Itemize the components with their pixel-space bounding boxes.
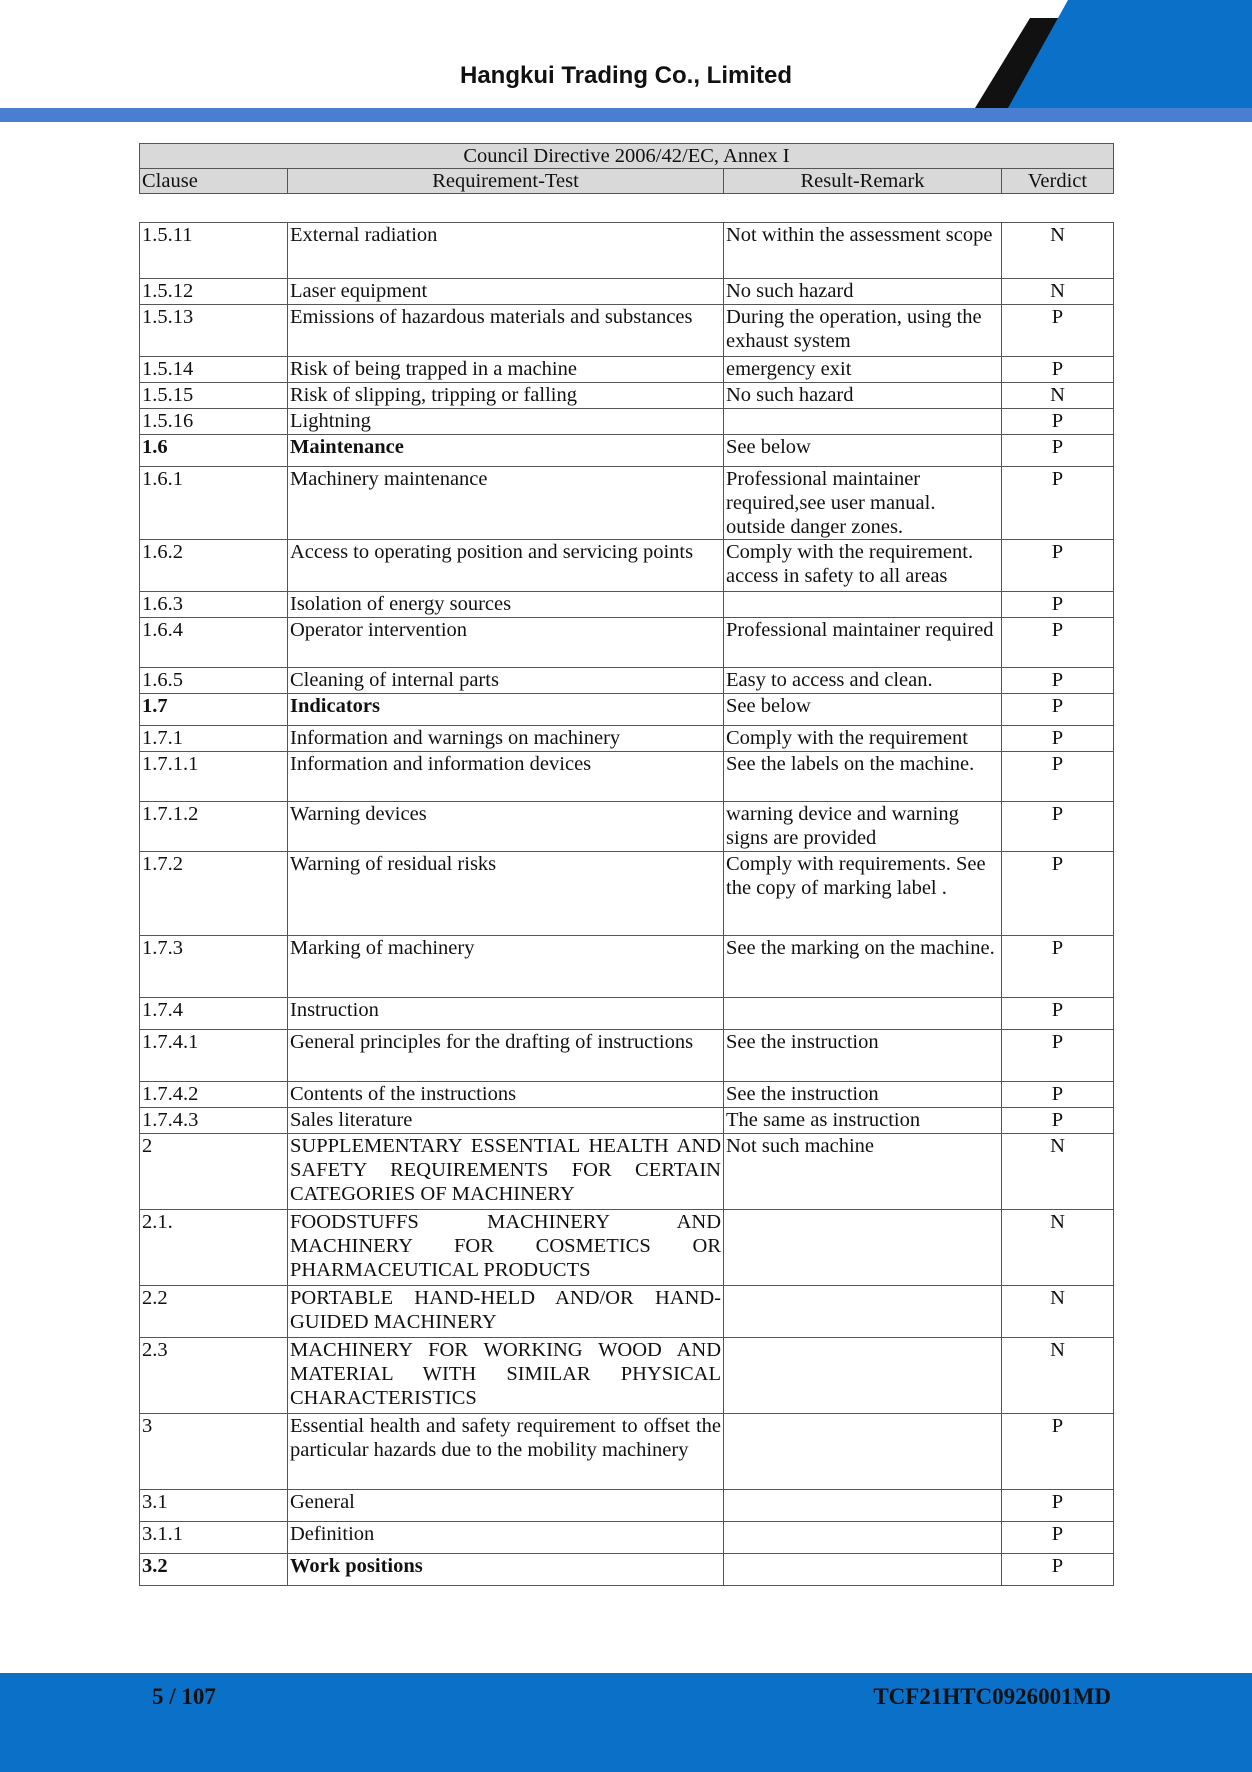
remark-cell: Comply with the requirement (724, 726, 1002, 752)
remark-cell: Comply with the requirement. access in safety to all areas (724, 540, 1002, 592)
clause-cell: 1.5.11 (140, 223, 288, 279)
clause-cell: 1.5.13 (140, 305, 288, 357)
verdict-cell: P (1002, 305, 1114, 357)
column-header-clause: Clause (140, 169, 288, 194)
verdict-cell: P (1002, 1082, 1114, 1108)
requirement-cell: Definition (288, 1522, 724, 1554)
clause-cell: 1.7.4 (140, 998, 288, 1030)
requirement-cell: MACHINERY FOR WORKING WOOD AND MATERIAL WITH SIMILAR PHYSICAL CHARACTERISTICS (288, 1338, 724, 1414)
remark-cell (724, 409, 1002, 435)
table-row (140, 998, 1114, 1030)
remark-cell: Comply with requirements. See the copy of marking label . (724, 852, 1002, 936)
remark-cell (724, 1490, 1002, 1522)
remark-cell: No such hazard (724, 383, 1002, 409)
remark-cell: See the instruction (724, 1030, 1002, 1082)
verdict-cell: P (1002, 592, 1114, 618)
table-row (140, 1338, 1114, 1414)
page-separator: / (163, 1684, 182, 1709)
verdict-cell: P (1002, 694, 1114, 726)
clause-cell: 3.2 (140, 1554, 288, 1586)
requirement-cell: Work positions (288, 1554, 724, 1586)
remark-cell (724, 1338, 1002, 1414)
remark-cell: warning device and warning signs are provided (724, 802, 1002, 852)
header-corner-blue-block (1008, 0, 1252, 108)
remark-cell (724, 1522, 1002, 1554)
remark-cell: No such hazard (724, 279, 1002, 305)
requirement-cell: Risk of slipping, tripping or falling (288, 383, 724, 409)
requirement-cell: PORTABLE HAND-HELD AND/OR HAND-GUIDED MACHINERY (288, 1286, 724, 1338)
page-current: 5 (152, 1684, 164, 1709)
table-row (140, 223, 1114, 279)
table-row (140, 802, 1114, 852)
requirement-cell: Laser equipment (288, 279, 724, 305)
requirement-cell: General principles for the drafting of instructions (288, 1030, 724, 1082)
clause-cell: 1.7 (140, 694, 288, 726)
verdict-cell: P (1002, 1554, 1114, 1586)
requirement-cell: External radiation (288, 223, 724, 279)
remark-cell: See the instruction (724, 1082, 1002, 1108)
verdict-cell: N (1002, 1134, 1114, 1210)
requirement-cell: Information and warnings on machinery (288, 726, 724, 752)
table-row (140, 540, 1114, 592)
clause-cell: 1.7.2 (140, 852, 288, 936)
requirement-cell: Operator intervention (288, 618, 724, 668)
verdict-cell: P (1002, 1490, 1114, 1522)
verdict-cell: P (1002, 540, 1114, 592)
remark-cell (724, 998, 1002, 1030)
verdict-cell: N (1002, 1338, 1114, 1414)
clause-cell: 1.6.1 (140, 467, 288, 540)
table-row (140, 936, 1114, 998)
remark-cell: See the labels on the machine. (724, 752, 1002, 802)
verdict-cell: P (1002, 726, 1114, 752)
requirement-cell: Access to operating position and servicing points (288, 540, 724, 592)
requirement-cell: General (288, 1490, 724, 1522)
verdict-cell: P (1002, 936, 1114, 998)
table-header (139, 143, 1114, 194)
clause-cell: 1.7.4.3 (140, 1108, 288, 1134)
table-row (140, 1030, 1114, 1082)
remark-cell: Not such machine (724, 1134, 1002, 1210)
table-row (140, 435, 1114, 467)
column-header-remark: Result-Remark (724, 169, 1002, 194)
table-row (140, 279, 1114, 305)
verdict-cell: P (1002, 998, 1114, 1030)
clause-cell: 3.1 (140, 1490, 288, 1522)
table-row (140, 1286, 1114, 1338)
remark-cell: See below (724, 694, 1002, 726)
verdict-cell: N (1002, 279, 1114, 305)
page-total: 107 (181, 1684, 216, 1709)
requirement-cell: Instruction (288, 998, 724, 1030)
remark-cell: During the operation, using the exhaust system (724, 305, 1002, 357)
clause-cell: 1.7.1.1 (140, 752, 288, 802)
remark-cell: See below (724, 435, 1002, 467)
requirement-cell: Information and information devices (288, 752, 724, 802)
requirement-cell: Marking of machinery (288, 936, 724, 998)
requirement-cell: Indicators (288, 694, 724, 726)
verdict-cell: N (1002, 1286, 1114, 1338)
table-row (140, 1082, 1114, 1108)
table-row (140, 1490, 1114, 1522)
verdict-cell: P (1002, 752, 1114, 802)
clause-cell: 1.6.3 (140, 592, 288, 618)
verdict-cell: N (1002, 1210, 1114, 1286)
clause-cell: 1.5.16 (140, 409, 288, 435)
requirement-cell: Maintenance (288, 435, 724, 467)
verdict-cell: P (1002, 1108, 1114, 1134)
clause-cell: 2 (140, 1134, 288, 1210)
clause-cell: 1.7.3 (140, 936, 288, 998)
clause-cell: 1.7.1.2 (140, 802, 288, 852)
remark-cell (724, 1210, 1002, 1286)
clause-cell: 3.1.1 (140, 1522, 288, 1554)
clause-cell: 1.6.5 (140, 668, 288, 694)
remark-cell (724, 592, 1002, 618)
remark-cell (724, 1286, 1002, 1338)
requirement-cell: Machinery maintenance (288, 467, 724, 540)
table-row (140, 726, 1114, 752)
table-row (140, 1134, 1114, 1210)
clause-cell: 2.1. (140, 1210, 288, 1286)
table-row (140, 668, 1114, 694)
company-name: Hangkui Trading Co., Limited (459, 62, 792, 89)
remark-cell: See the marking on the machine. (724, 936, 1002, 998)
clause-cell: 1.7.1 (140, 726, 288, 752)
requirement-cell: Sales literature (288, 1108, 724, 1134)
requirement-cell: Warning of residual risks (288, 852, 724, 936)
table-row (140, 1522, 1114, 1554)
verdict-cell: P (1002, 618, 1114, 668)
remark-cell: Not within the assessment scope (724, 223, 1002, 279)
table-row (140, 305, 1114, 357)
remark-cell: Professional maintainer required,see user manual. outside danger zones. (724, 467, 1002, 540)
verdict-cell: P (1002, 467, 1114, 540)
requirement-cell: Cleaning of internal parts (288, 668, 724, 694)
verdict-cell: P (1002, 668, 1114, 694)
clause-cell: 1.6 (140, 435, 288, 467)
remark-cell: Easy to access and clean. (724, 668, 1002, 694)
requirement-cell: FOODSTUFFS MACHINERY AND MACHINERY FOR COSMETICS OR PHARMACEUTICAL PRODUCTS (288, 1210, 724, 1286)
table-row (140, 467, 1114, 540)
table-title: Council Directive 2006/42/EC, Annex I (140, 144, 1114, 169)
table-row (140, 752, 1114, 802)
remark-cell: emergency exit (724, 357, 1002, 383)
requirement-cell: Emissions of hazardous materials and substances (288, 305, 724, 357)
clause-cell: 2.3 (140, 1338, 288, 1414)
report-number: TCF21HTC0926001MD (873, 1684, 1111, 1709)
verdict-cell: P (1002, 409, 1114, 435)
table-row (140, 1108, 1114, 1134)
table-row (140, 357, 1114, 383)
verdict-cell: P (1002, 1414, 1114, 1490)
column-header-requirement: Requirement-Test (288, 169, 724, 194)
verdict-cell: P (1002, 357, 1114, 383)
header-band (0, 108, 1252, 122)
requirement-cell: Warning devices (288, 802, 724, 852)
requirement-cell: Isolation of energy sources (288, 592, 724, 618)
requirement-cell: Lightning (288, 409, 724, 435)
table-row (140, 618, 1114, 668)
clause-cell: 1.7.4.2 (140, 1082, 288, 1108)
clause-cell: 1.6.2 (140, 540, 288, 592)
table-row (140, 409, 1114, 435)
remark-cell (724, 1554, 1002, 1586)
column-header-verdict: Verdict (1002, 169, 1114, 194)
remark-cell (724, 1414, 1002, 1490)
verdict-cell: P (1002, 1030, 1114, 1082)
verdict-cell: P (1002, 852, 1114, 936)
clause-cell: 1.6.4 (140, 618, 288, 668)
table-row (140, 1554, 1114, 1586)
requirements-table (139, 222, 1114, 1586)
requirement-cell: SUPPLEMENTARY ESSENTIAL HEALTH AND SAFETY REQUIREMENTS FOR CERTAIN CATEGORIES OF MACHINERY (288, 1134, 724, 1210)
table-row (140, 1414, 1114, 1490)
verdict-cell: P (1002, 802, 1114, 852)
remark-cell: Professional maintainer required (724, 618, 1002, 668)
remark-cell: The same as instruction (724, 1108, 1002, 1134)
table-row (140, 852, 1114, 936)
verdict-cell: P (1002, 435, 1114, 467)
clause-cell: 2.2 (140, 1286, 288, 1338)
table-row (140, 383, 1114, 409)
requirement-cell: Essential health and safety requirement to offset the particular hazards due to the mobility machinery (288, 1414, 724, 1490)
clause-cell: 1.7.4.1 (140, 1030, 288, 1082)
table-row (140, 1210, 1114, 1286)
clause-cell: 3 (140, 1414, 288, 1490)
requirement-cell: Risk of being trapped in a machine (288, 357, 724, 383)
verdict-cell: P (1002, 1522, 1114, 1554)
requirement-cell: Contents of the instructions (288, 1082, 724, 1108)
table-row (140, 592, 1114, 618)
clause-cell: 1.5.15 (140, 383, 288, 409)
clause-cell: 1.5.12 (140, 279, 288, 305)
verdict-cell: N (1002, 223, 1114, 279)
verdict-cell: N (1002, 383, 1114, 409)
table-row (140, 694, 1114, 726)
page-number (152, 1684, 216, 1710)
clause-cell: 1.5.14 (140, 357, 288, 383)
